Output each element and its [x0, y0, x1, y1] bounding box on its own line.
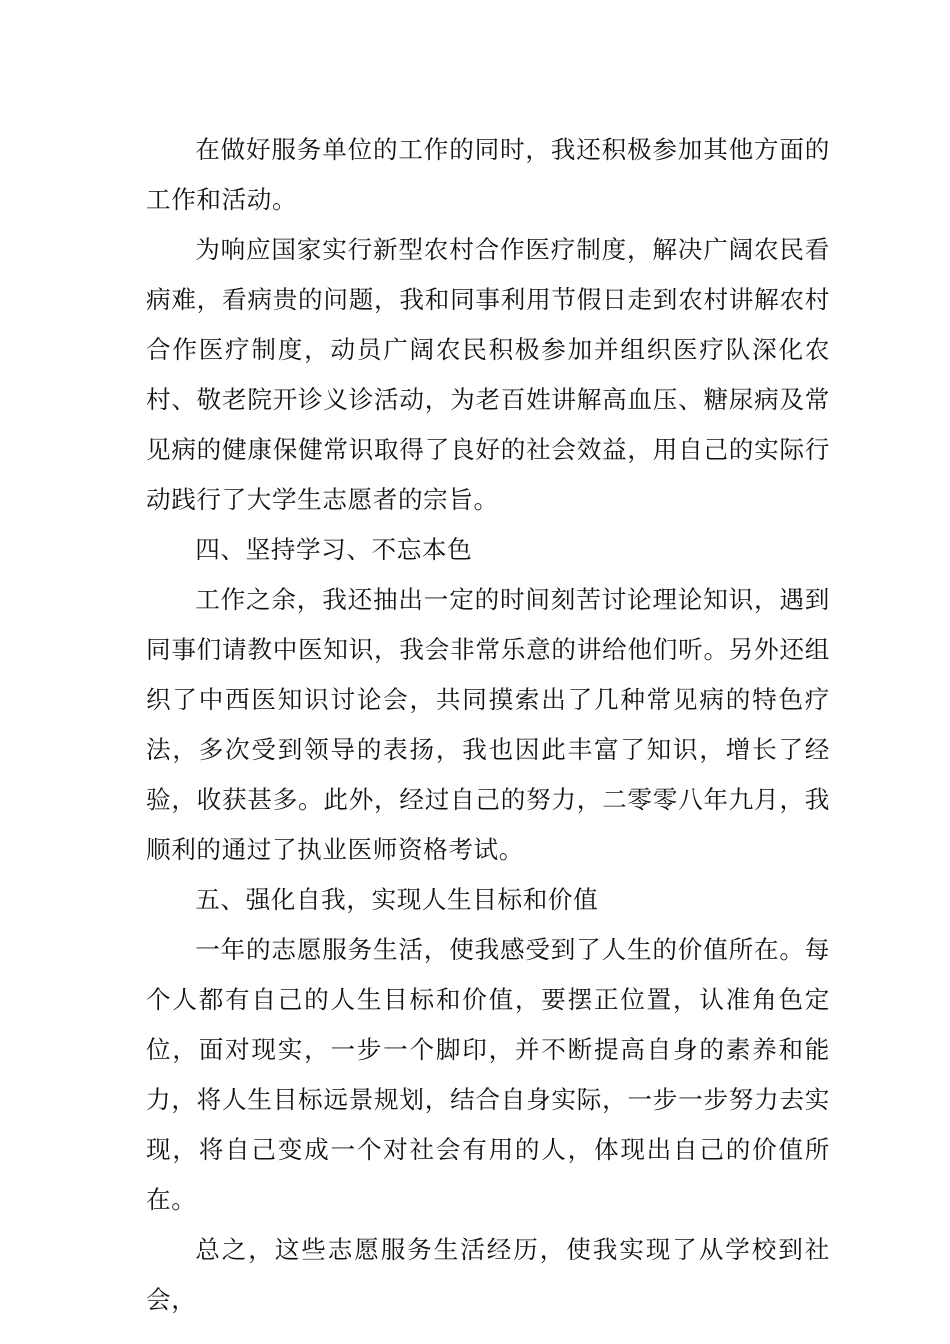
- paragraph-activities-intro: 在做好服务单位的工作的同时，我还积极参加其他方面的工作和活动。: [146, 135, 830, 214]
- paragraph-study: 工作之余，我还抽出一定的时间刻苦讨论理论知识，遇到同事们请教中医知识，我会非常乐意的讲给他们听。另外还组织了中西医知识讨论会，共同摸索出了几种常见病的特色疗法，多次受到领导的表扬，我也因此丰富了知识，增长了经验，收获甚多。此外，经过自己的努力，二零零八年九月，我顺利的通过了执业医师资格考试。: [146, 585, 830, 864]
- section-heading-4: 四、坚持学习、不忘本色: [195, 535, 473, 564]
- paragraph-summary: 总之，这些志愿服务生活经历，使我实现了从学校到社会，: [146, 1235, 830, 1314]
- section-heading-5: 五、强化自我，实现人生目标和价值: [195, 885, 599, 914]
- paragraph-life-goals: 一年的志愿服务生活，使我感受到了人生的价值所在。每个人都有自己的人生目标和价值，要摆正位置，认准角色定位，面对现实，一步一个脚印，并不断提高自身的素养和能力，将人生目标远景规划，结合自身实际，一步一步努力去实现，将自己变成一个对社会有用的人，体现出自己的价值所在。: [146, 935, 830, 1214]
- paragraph-rural-medical: 为响应国家实行新型农村合作医疗制度，解决广阔农民看病难，看病贵的问题，我和同事利用节假日走到农村讲解农村合作医疗制度，动员广阔农民积极参加并组织医疗队深化农村、敬老院开诊义诊活动，为老百姓讲解高血压、糖尿病及常见病的健康保健常识取得了良好的社会效益，用自己的实际行动践行了大学生志愿者的宗旨。: [146, 235, 830, 514]
- document-page: [146, 125, 830, 1325]
